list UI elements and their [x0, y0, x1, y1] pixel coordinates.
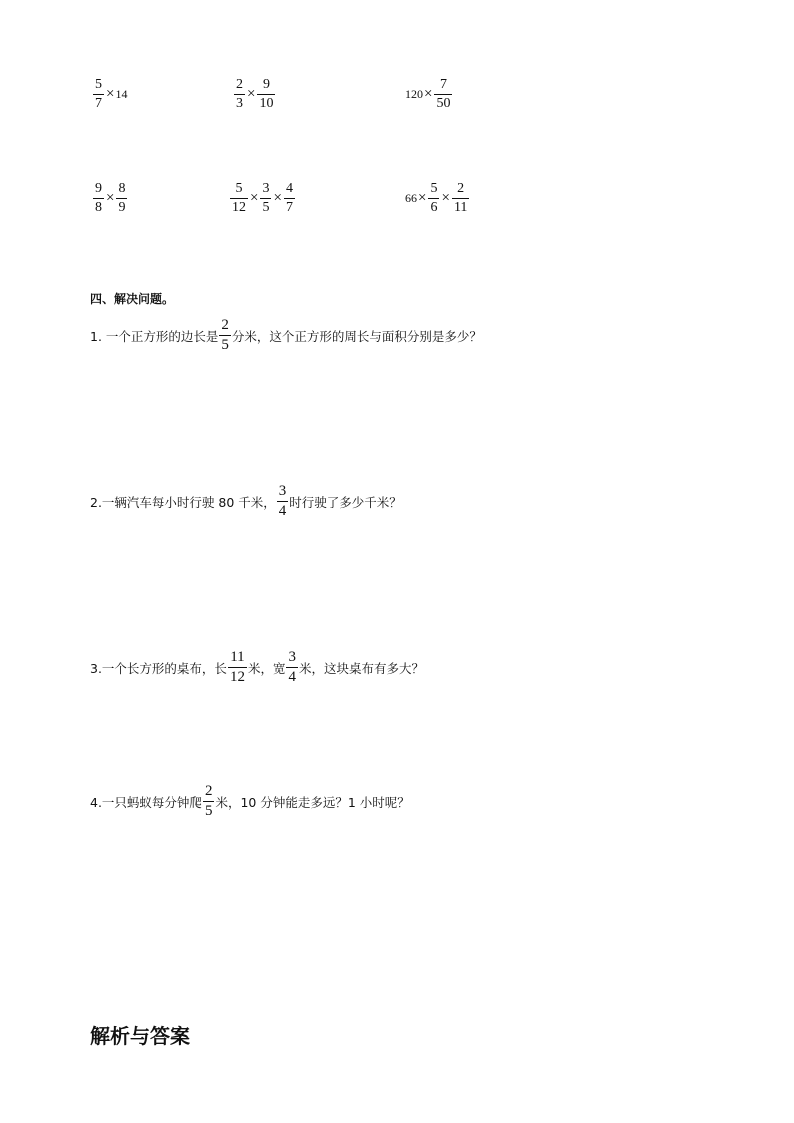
- problem-text: 米，宽: [247, 660, 286, 676]
- fraction: [284, 182, 295, 215]
- fraction: [234, 78, 245, 111]
- numerator: 2: [221, 317, 229, 333]
- fraction: [116, 182, 127, 215]
- fraction: [257, 78, 275, 111]
- denominator: 12: [229, 669, 245, 685]
- numerator: 3: [288, 649, 296, 665]
- multiply-sign: ×: [418, 190, 427, 206]
- denominator: 7: [285, 200, 293, 215]
- multiply-sign: ×: [273, 190, 282, 206]
- numerator: 7: [439, 77, 447, 92]
- fraction: [228, 650, 247, 685]
- numerator: 2: [457, 181, 465, 196]
- problem-text: 时行驶了多少千米？: [289, 494, 402, 510]
- denominator: 10: [259, 96, 274, 111]
- fraction: [93, 182, 104, 215]
- multiply-sign: ×: [250, 190, 259, 206]
- denominator: 5: [262, 200, 270, 215]
- problem-text: 4.一只蚂蚁每分钟爬: [90, 794, 202, 810]
- multiply-sign: ×: [106, 86, 115, 102]
- multiply-sign: ×: [424, 86, 433, 102]
- multiply-sign: ×: [106, 190, 115, 206]
- problem-text: 2.一辆汽车每小时行驶 80 千米，: [90, 494, 276, 510]
- numerator: 2: [236, 77, 243, 92]
- integer: 14: [115, 87, 128, 101]
- denominator: 12: [232, 200, 246, 215]
- fraction: [277, 484, 289, 519]
- calc-expression-3: [405, 78, 453, 111]
- word-problem-2: [90, 484, 402, 519]
- numerator: 4: [285, 181, 293, 196]
- fraction: [428, 182, 439, 215]
- fraction: [230, 182, 248, 215]
- denominator: 5: [204, 803, 213, 819]
- calc-expression-1: [92, 78, 127, 111]
- word-problem-3: [90, 650, 424, 685]
- problem-text: 米，这块桌布有多大？: [298, 660, 424, 676]
- word-problem-4: [90, 784, 410, 819]
- problem-text: 3.一个长方形的桌布，长: [90, 660, 227, 676]
- calc-expression-6: [405, 182, 470, 215]
- numerator: 8: [118, 181, 126, 196]
- numerator: 3: [278, 483, 287, 499]
- fraction: [219, 318, 231, 353]
- denominator: 9: [118, 200, 126, 215]
- denominator: 3: [236, 96, 243, 111]
- numerator: 2: [204, 783, 213, 799]
- section-heading: 四、解决问题。: [90, 292, 175, 306]
- fraction: [452, 182, 469, 215]
- fraction: [203, 784, 215, 819]
- denominator: 50: [436, 96, 451, 111]
- numerator: 5: [430, 181, 438, 196]
- calc-expression-4: [92, 182, 128, 215]
- integer: 120: [405, 87, 423, 101]
- numerator: 9: [95, 181, 102, 196]
- word-problem-1: [90, 318, 482, 353]
- fraction: [286, 650, 298, 685]
- denominator: 7: [95, 96, 102, 111]
- denominator: 8: [95, 200, 102, 215]
- denominator: 4: [288, 669, 296, 685]
- calc-expression-2: [233, 78, 276, 111]
- problem-text: 分米，这个正方形的周长与面积分别是多少？: [231, 328, 482, 344]
- numerator: 9: [262, 77, 270, 92]
- numerator: 3: [262, 181, 270, 196]
- answer-section-title: 解析与答案: [90, 1024, 190, 1048]
- denominator: 5: [221, 337, 229, 353]
- denominator: 6: [430, 200, 438, 215]
- denominator: 11: [453, 200, 468, 215]
- numerator: 5: [235, 181, 243, 196]
- numerator: 5: [95, 77, 102, 92]
- multiply-sign: ×: [441, 190, 450, 206]
- denominator: 4: [278, 503, 287, 519]
- fraction: [434, 78, 452, 111]
- numerator: 11: [230, 649, 245, 665]
- fraction: [260, 182, 271, 215]
- integer: 66: [405, 191, 417, 205]
- problem-text: 米，10 分钟能走多远？1 小时呢？: [215, 794, 410, 810]
- fraction: [93, 78, 104, 111]
- multiply-sign: ×: [247, 86, 256, 102]
- calc-expression-5: [229, 182, 296, 215]
- problem-text: 1. 一个正方形的边长是: [90, 328, 219, 344]
